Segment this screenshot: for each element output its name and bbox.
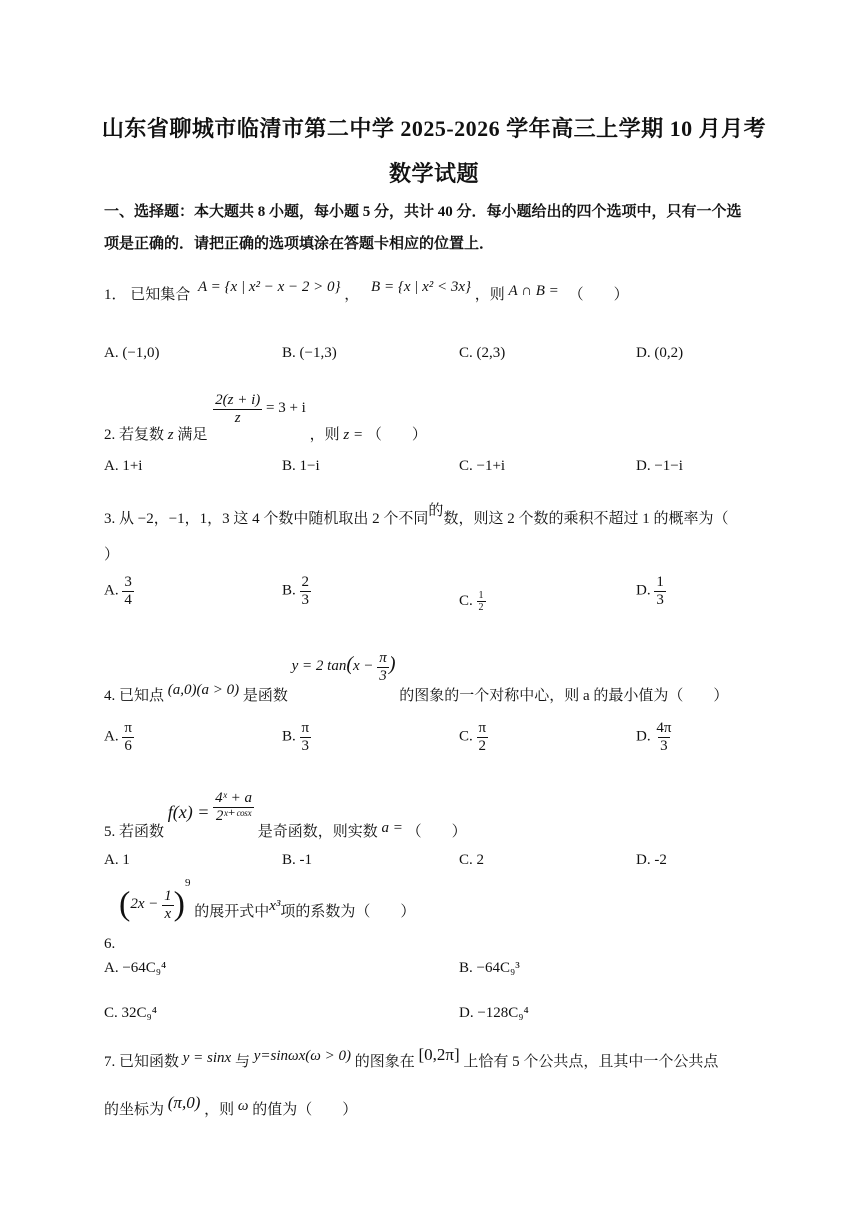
option-b[interactable]: B. (−1,3) bbox=[282, 345, 337, 361]
q-text: 已知函数 bbox=[119, 1054, 180, 1070]
option-label: D. bbox=[636, 582, 651, 599]
term: x³ bbox=[269, 898, 281, 915]
exponent: 9 bbox=[184, 877, 191, 890]
option-label: A. bbox=[104, 728, 119, 745]
numerator: π bbox=[124, 720, 132, 736]
q-text: 的图象的一个对称中心，则 a 的最小值为（ ） bbox=[399, 688, 729, 705]
q-number: 2. bbox=[104, 427, 116, 444]
numerator: π bbox=[379, 650, 387, 666]
expr: z = bbox=[343, 427, 364, 444]
option-fraction bbox=[477, 720, 489, 754]
numerator: 1 bbox=[164, 888, 172, 904]
exam-subtitle: 数学试题 bbox=[388, 161, 479, 186]
q-text: 的坐标为 bbox=[104, 1102, 165, 1118]
question-1 bbox=[104, 279, 629, 304]
inner-term: 2x − bbox=[130, 896, 159, 913]
function-2: y=sinωx(ω > 0) bbox=[253, 1048, 351, 1064]
answer-blank: （ ） bbox=[568, 287, 629, 303]
paren: ( bbox=[346, 653, 354, 676]
q-text: 若复数 bbox=[119, 427, 165, 444]
option-a[interactable]: A. 1+i bbox=[104, 458, 143, 474]
q-text: 的值为（ ） bbox=[252, 1102, 358, 1118]
question-2 bbox=[104, 392, 427, 444]
option-d[interactable]: D. −128C₉⁴ bbox=[459, 1005, 529, 1021]
option-fraction bbox=[300, 574, 312, 608]
q-text: 若函数 bbox=[119, 824, 165, 841]
option-a[interactable]: A. 1 bbox=[104, 852, 130, 868]
option-a[interactable] bbox=[104, 720, 134, 754]
option-label: B. bbox=[282, 728, 296, 745]
question-7-cont bbox=[104, 1093, 358, 1119]
q-text: 与 bbox=[234, 1054, 250, 1070]
paren: ) bbox=[173, 886, 185, 923]
fraction bbox=[213, 790, 254, 824]
omega: ω bbox=[237, 1098, 249, 1114]
denominator: z bbox=[234, 409, 241, 426]
q-text: 项的系数为（ ） bbox=[280, 904, 416, 921]
q-text: 是奇函数，则实数 bbox=[257, 824, 378, 841]
numerator: 2(z + i) bbox=[215, 392, 261, 408]
q-text: 的展开式中 bbox=[194, 904, 270, 921]
numerator: 2 bbox=[301, 574, 310, 590]
option-fraction bbox=[122, 720, 134, 754]
option-fraction bbox=[477, 590, 486, 613]
denominator: 3 bbox=[379, 667, 387, 684]
option-c[interactable]: C. 2 bbox=[459, 852, 485, 868]
question-7 bbox=[104, 1045, 719, 1071]
q-text: 上恰有 5 个公共点，且其中一个公共点 bbox=[463, 1054, 719, 1070]
option-fraction bbox=[654, 574, 666, 608]
question-5 bbox=[104, 790, 467, 841]
option-d[interactable]: D. (0,2) bbox=[636, 345, 684, 361]
option-b[interactable]: B. -1 bbox=[282, 852, 312, 868]
numerator: π bbox=[301, 720, 310, 736]
option-a[interactable]: A. (−1,0) bbox=[104, 345, 160, 361]
option-label: A. bbox=[104, 582, 119, 599]
q-text: 满足 bbox=[177, 427, 208, 444]
denominator: 3 bbox=[660, 737, 668, 754]
option-fraction bbox=[654, 720, 673, 754]
option-b[interactable]: B. 1−i bbox=[282, 458, 320, 474]
fraction bbox=[213, 392, 262, 426]
intersection-expr: A ∩ B = bbox=[508, 283, 559, 299]
q-text: 的图象在 bbox=[354, 1054, 415, 1070]
function bbox=[291, 650, 400, 684]
option-d[interactable] bbox=[636, 720, 673, 754]
func-arg: x − bbox=[353, 658, 374, 675]
point: (a,0)(a > 0) bbox=[167, 682, 240, 699]
option-c[interactable] bbox=[459, 720, 488, 754]
numerator: 1 bbox=[656, 574, 664, 590]
denominator: 4 bbox=[124, 591, 132, 608]
answer-blank: （ ） bbox=[366, 427, 427, 444]
q-text: ，则 bbox=[309, 427, 340, 444]
denominator: 2 bbox=[478, 737, 487, 754]
q-text: 数，则这 2 个数的乘积不超过 1 的概率为（ bbox=[443, 511, 729, 527]
numerator: 4ˣ + a bbox=[215, 790, 252, 806]
option-b[interactable] bbox=[282, 720, 311, 754]
denominator: x bbox=[164, 905, 172, 922]
denominator: 2ˣ⁺ᶜᵒˢˣ bbox=[215, 807, 252, 824]
q-text: ，则 bbox=[474, 287, 505, 303]
paren: ) bbox=[388, 653, 396, 676]
option-c[interactable]: C. (2,3) bbox=[459, 345, 506, 361]
question-3 bbox=[104, 503, 729, 528]
rhs: = 3 + i bbox=[266, 400, 306, 417]
q-text: 是函数 bbox=[242, 688, 288, 705]
question-3-cont: ） bbox=[104, 547, 120, 563]
option-c[interactable] bbox=[459, 590, 486, 613]
option-b[interactable]: B. −64C₉³ bbox=[459, 960, 520, 976]
paren: ( bbox=[119, 886, 131, 923]
q-text: 已知点 bbox=[119, 688, 165, 705]
option-label: C. bbox=[459, 728, 473, 745]
option-fraction bbox=[300, 720, 312, 754]
denominator: 3 bbox=[301, 591, 310, 608]
option-fraction bbox=[122, 574, 134, 608]
set-a: A = {x | x² − x − 2 > 0} bbox=[198, 279, 341, 295]
option-b[interactable] bbox=[282, 574, 311, 608]
function-lhs: f(x) = bbox=[167, 802, 210, 823]
option-c[interactable]: C. −1+i bbox=[459, 458, 506, 474]
function-1: y = sinx bbox=[182, 1050, 232, 1066]
option-d[interactable]: D. −1−i bbox=[636, 458, 683, 474]
q-text: 的 bbox=[428, 503, 444, 519]
option-c[interactable]: C. 32C₉⁴ bbox=[104, 1005, 157, 1021]
option-a[interactable]: A. −64C₉⁴ bbox=[104, 960, 167, 976]
q-number: 7. bbox=[104, 1054, 116, 1070]
numerator: π bbox=[478, 720, 487, 736]
q-text: 从 −2，−1，1，3 这 4 个数中随机取出 2 个不同 bbox=[119, 511, 429, 527]
option-label: B. bbox=[282, 582, 296, 599]
q-number: 5. bbox=[104, 824, 116, 841]
q-text: ， bbox=[344, 287, 360, 303]
question-6 bbox=[104, 877, 416, 953]
q-number: 4. bbox=[104, 688, 116, 705]
func-fraction bbox=[377, 650, 389, 684]
q-text: ，则 bbox=[204, 1102, 235, 1118]
question-4 bbox=[104, 650, 729, 705]
numerator: 4π bbox=[656, 720, 672, 736]
binomial-expr bbox=[119, 877, 194, 923]
option-a[interactable] bbox=[104, 574, 134, 608]
q-number: 3. bbox=[104, 511, 116, 527]
var-z: z bbox=[167, 427, 174, 444]
inner-fraction bbox=[162, 888, 174, 922]
point: (π,0) bbox=[167, 1093, 201, 1112]
denominator: 3 bbox=[301, 737, 310, 754]
option-d[interactable] bbox=[636, 574, 666, 608]
expr: a = bbox=[381, 820, 403, 837]
func-lhs: y = 2 tan bbox=[291, 658, 347, 675]
option-d[interactable]: D. -2 bbox=[636, 852, 667, 868]
option-label: C. bbox=[459, 592, 473, 609]
option-label: D. bbox=[636, 728, 651, 745]
interval: [0,2π] bbox=[418, 1045, 460, 1064]
denominator: 6 bbox=[124, 737, 132, 754]
q-text: 已知集合 bbox=[130, 287, 191, 303]
q-number: 6. bbox=[104, 936, 116, 953]
denominator: 2 bbox=[478, 602, 484, 613]
set-b: B = {x | x² < 3x} bbox=[371, 279, 472, 295]
denominator: 3 bbox=[656, 591, 664, 608]
section-heading: 一、选择题：本大题共 8 小题，每小题 5 分，共计 40 分．每小题给出的四个选项中，只有一个选项是正确的．请把正确的选项填涂在答题卡相应的位置上． bbox=[104, 204, 742, 252]
q-number: 1． bbox=[104, 287, 127, 303]
answer-blank: （ ） bbox=[406, 824, 467, 841]
exam-title: 山东省聊城市临清市第二中学 2025-2026 学年高三上学期 10 月月考 bbox=[101, 116, 767, 141]
numerator: 1 bbox=[478, 590, 484, 601]
numerator: 3 bbox=[124, 574, 132, 590]
